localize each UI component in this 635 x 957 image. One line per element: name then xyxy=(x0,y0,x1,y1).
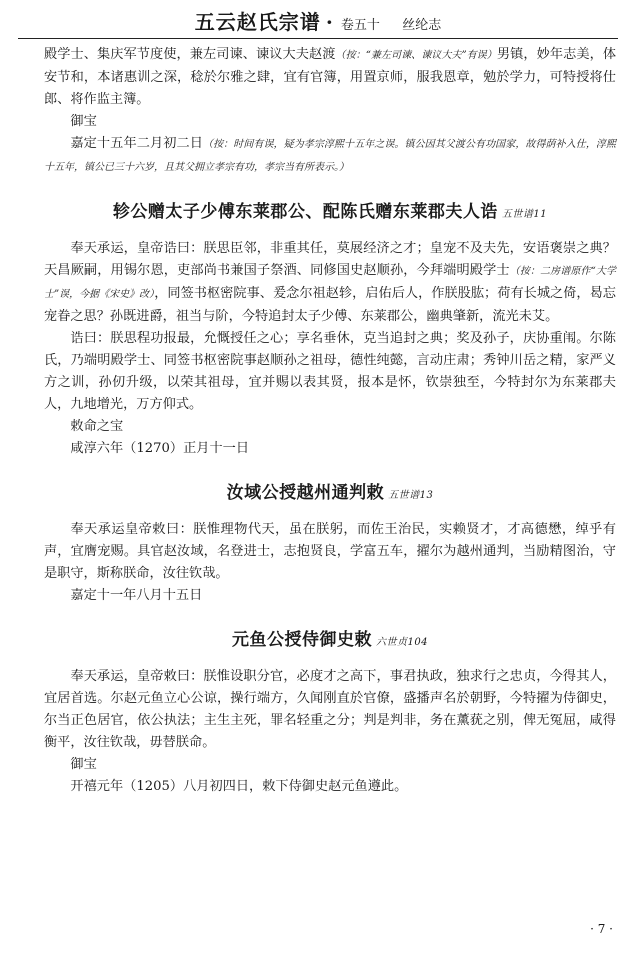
section-label: 丝纶志 xyxy=(402,18,442,33)
generation-ref: 五世谱11 xyxy=(501,209,548,220)
seal-line: 敕命之宝 xyxy=(70,419,124,434)
edict-paragraph: 奉天承运，皇帝诰曰：朕思臣邻，非重其任，莫展经济之才；皇宠不及夫先，安语褒崇之典？天昌厥嗣，用锡尔恩，吏部尚书兼国子祭酒、同修国史赵顺孙，今拜端明殿学士（按：二房谱原作“大学士”误，今据《宋史》改），同签书枢密院事、爰念尔祖赵轸，启佑后人，作朕股肱；荷有长城之倚，曷忘宠眷之思？孙既进爵，祖当与阶，今特追封太子少傅、东莱郡公，幽典肇新，流光未艾。 xyxy=(44,241,616,324)
section-title: 元鱼公授侍御史敕 六世贞104 xyxy=(231,630,429,650)
header-separator: · xyxy=(325,10,334,34)
book-title: 五云赵氏宗谱 xyxy=(194,10,321,34)
header-rule xyxy=(18,38,618,39)
editor-note: （按：“兼左司谏、谏议大夫”有误） xyxy=(335,50,497,61)
seal-line: 御宝 xyxy=(70,114,97,129)
volume-label: 卷五十 xyxy=(340,18,380,33)
generation-ref: 六世贞104 xyxy=(375,637,429,648)
edict-paragraph: 诰曰：朕思程功报最，允慨授任之心；享名垂休，克当追封之典；奖及孙子，庆协重闱。尔陈氏，乃端明殿学士、同签书枢密院事赵顺孙之祖母，德性纯懿，言动庄肃；秀钟川岳之精，家严义方之训，孙仞升级，以荣其祖母，宜并赐以表其贤，报本是怀，钦崇独至，今特封尔为东莱郡夫人，九地增光，万方仰式。 xyxy=(44,331,616,412)
document-body xyxy=(44,44,616,798)
seal-line: 御宝 xyxy=(70,757,97,772)
date-line: 开禧元年（1205）八月初四日，敕下侍御史赵元鱼遵此。 xyxy=(70,779,408,794)
section-title: 轸公赠太子少傅东莱郡公、配陈氏赠东莱郡夫人诰 五世谱11 xyxy=(112,202,548,222)
date-line: 嘉定十五年二月初二日（按：时间有误，疑为孝宗淳熙十五年之误。镇公因其父渡公有功国家，故得荫补入仕，淳熙十五年，镇公已三十六岁，且其父拥立孝宗有功，孝宗当有所表示。） xyxy=(44,136,617,173)
generation-ref: 五世谱13 xyxy=(388,490,434,501)
page-header xyxy=(18,6,618,36)
edict-paragraph: 奉天承运皇帝敕曰：朕惟理物代天，虽在朕躬，而佐王治民，实赖贤才，才高德懋，绰乎有声，宜膺宠赐。具官赵汝域，名登进士，志抱贤良，学富五车，擢尔为越州通判，当励精图治，守是职守，斯称朕命，汝往钦哉。 xyxy=(44,522,616,581)
date-line: 咸淳六年（1270）正月十一日 xyxy=(70,441,250,456)
editor-note: （按：时间有误，疑为孝宗淳熙十五年之误。镇公因其父渡公有功国家，故得荫补入仕，淳熙十五年，镇公已三十六岁，且其父拥立孝宗有功，孝宗当有所表示。） xyxy=(44,139,617,173)
page-number: · 7 · xyxy=(590,922,613,936)
continued-paragraph: 殿学士、集庆军节度使，兼左司谏、谏议大夫赵渡（按：“兼左司谏、谏议大夫”有误）男镇，妙年志美，体安节和，本诸惠训之深，稔於尔雅之肆，宜有官簿，用置京师，服我恩章，勉於学力，可特授将仕郎、将作监主簿。 xyxy=(44,47,617,107)
section-title: 汝域公授越州通判敕 五世谱13 xyxy=(226,483,434,503)
editor-note: （按：二房谱原作“大学士”误，今据《宋史》改） xyxy=(44,266,616,300)
edict-paragraph: 奉天承运，皇帝敕曰：朕惟设职分官，必度才之高下，事君执政，独求行之忠贞，今得其人，宜居首选。尔赵元鱼立心公谅，操行端方，久闻刚直於官僚，盛播声名於朝野，今特擢为侍御史，尔当正色居官，依公执法；主生主死，罪名轻重之分；判是判非，务在薰莸之别，俾无冤屈，咸得衡平，汝往钦哉，毋替朕命。 xyxy=(44,669,616,750)
date-line: 嘉定十一年八月十五日 xyxy=(70,588,203,603)
